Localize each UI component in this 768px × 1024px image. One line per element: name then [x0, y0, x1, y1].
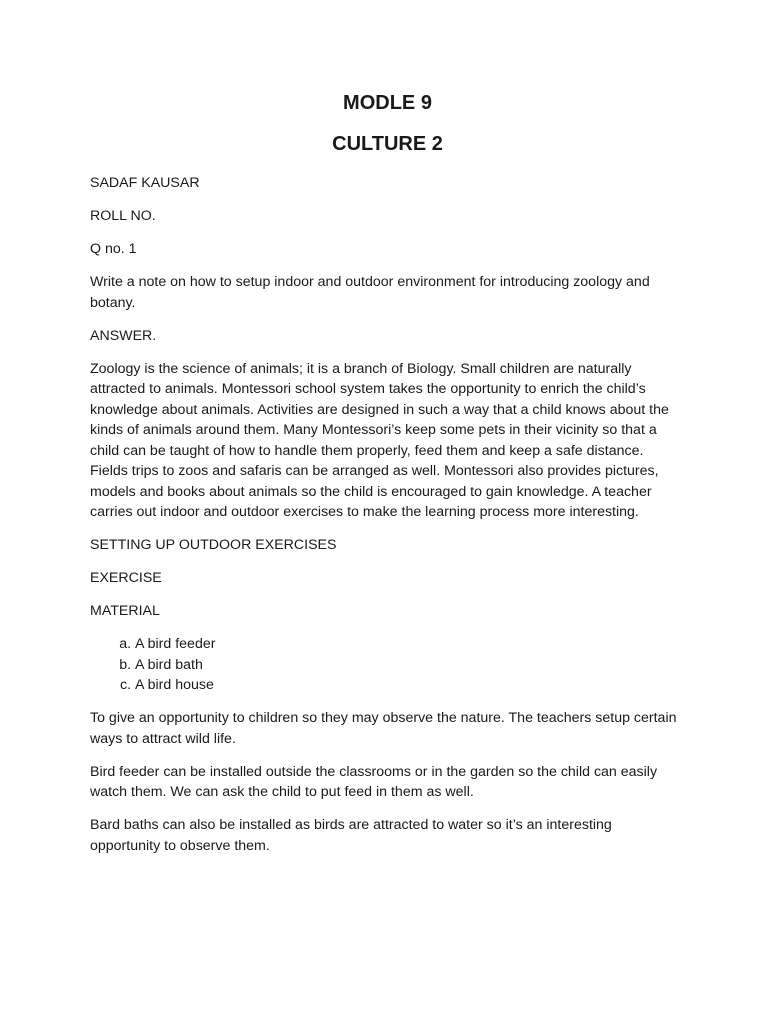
author-name: SADAF KAUSAR	[90, 175, 200, 191]
answer-paragraph: Zoology is the science of animals; it is a branch of Biology. Small children are naturally attracted to animals. Montessori school system takes the opportunity to enrich the child’s knowledge about animals. Activities are designed in such a way that a child knows about the kinds of animals around them. Many Montessori’s keep some pets in their vicinity so that a child can be taught of how to handle them properly, feed them and keep a safe distance. Fields trips to zoos and safaris can be arranged as well. Montessori also provides pictures, models and books about animals so the child is encouraged to gain knowledge. A teacher carries out indoor and outdoor exercises to make the learning process more interesting.	[90, 360, 669, 520]
materials-list	[90, 634, 685, 696]
roll-number: ROLL NO.	[90, 208, 156, 224]
paragraph-feeder: Bird feeder can be installed outside the classrooms or in the garden so the child can easily watch them. We can ask the child to put feed in them as well.	[90, 763, 658, 800]
exercise-label: EXERCISE	[90, 570, 162, 586]
answer-label: ANSWER.	[90, 327, 157, 344]
material-label: MATERIAL	[90, 603, 160, 619]
section-heading: SETTING UP OUTDOOR EXERCISES	[90, 537, 337, 553]
question-number: Q no. 1	[90, 241, 137, 257]
list-item: b. A bird bath	[135, 655, 685, 676]
list-item: a. A bird feeder	[135, 634, 685, 655]
document-page	[90, 0, 685, 1024]
document-subtitle: CULTURE 2	[332, 133, 443, 155]
list-item: c. A bird house	[135, 675, 685, 696]
question-text: Write a note on how to setup indoor and outdoor environment for introducing zoology and botany.	[90, 274, 650, 311]
document-title: MODLE 9	[343, 92, 432, 114]
paragraph-observe: To give an opportunity to children so they may observe the nature. The teachers setup certain ways to attract wild life.	[90, 710, 677, 747]
document-body	[90, 173, 685, 869]
paragraph-bath: Bard baths can also be installed as birds are attracted to water so it’s an interesting opportunity to observe them.	[90, 817, 612, 854]
